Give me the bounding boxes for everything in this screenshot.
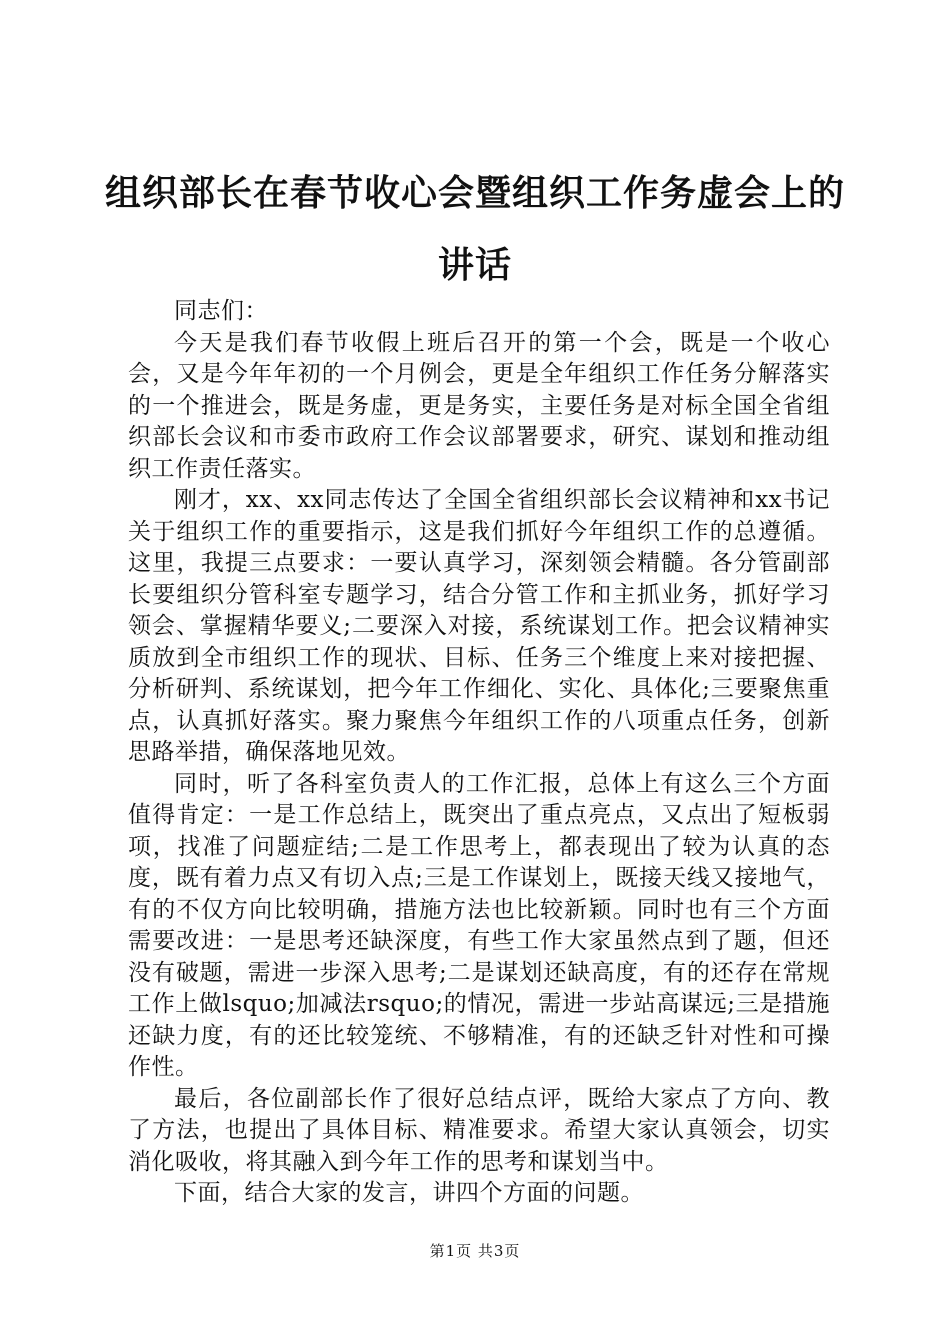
salutation: 同志们： bbox=[174, 298, 268, 324]
paragraph-assessment: 同时，听了各科室负责人的工作汇报，总体上有这么三个方面值得肯定：一是工作总结上，既突出了重点亮点，又点出了短板弱项，找准了问题症结;二是工作思考上，都表现出了较为认真的态度，既有着力点又有切入点;三是工作谋划上，既接天线又接地气，有的不仅方向比较明确，措施方法也比较新颖。同时也有三个方面需要改进：一是思考还缺深度，有些工作大家虽然点到了题，但还没有破题，需进一步深入思考;二是谋划还缺高度，有的还存在常规工作上做lsquo;加减法rsquo;的情况，需进一步站高谋远;三是措施还缺力度，有的还比较笼统、不够精准，有的还缺乏针对性和可操作性。 bbox=[128, 770, 830, 1080]
title-line-2: 讲话 bbox=[437, 245, 512, 286]
paragraph-closing: 最后，各位副部长作了很好总结点评，既给大家点了方向、教了方法，也提出了具体目标、精准要求。希望大家认真领会，切实消化吸收，将其融入到今年工作的思考和谋划当中。 bbox=[128, 1085, 830, 1175]
page-footer: 第1页 共3页 bbox=[429, 1242, 521, 1260]
paragraph-intro: 今天是我们春节收假上班后召开的第一个会，既是一个收心会，又是今年年初的一个月例会，更是全年组织工作任务分解落实的一个推进会，既是务虚，更是务实，主要任务是对标全国全省组织部长会议和市委市政府工作会议部署要求，研究、谋划和推动组织工作责任落实。 bbox=[128, 329, 830, 482]
paragraph-transition: 下面，结合大家的发言，讲四个方面的问题。 bbox=[174, 1180, 644, 1206]
document-body bbox=[128, 296, 830, 1210]
document-title bbox=[100, 158, 850, 302]
title-line-1: 组织部长在春节收心会暨组织工作务虚会上的 bbox=[104, 173, 845, 214]
paragraph-requirements: 刚才，xx、xx同志传达了全国全省组织部长会议精神和xx书记关于组织工作的重要指示，这是我们抓好今年组织工作的总遵循。这里，我提三点要求：一要认真学习，深刻领会精髓。各分管副部长要组织分管科室专题学习，结合分管工作和主抓业务，抓好学习领会、掌握精华要义;二要深入对接，系统谋划工作。把会议精神实质放到全市组织工作的现状、目标、任务三个维度上来对接把握、分析研判、系统谋划，把今年工作细化、实化、具体化;三要聚焦重点，认真抓好落实。聚力聚焦今年组织工作的八项重点任务，创新思路举措，确保落地见效。 bbox=[128, 487, 830, 765]
